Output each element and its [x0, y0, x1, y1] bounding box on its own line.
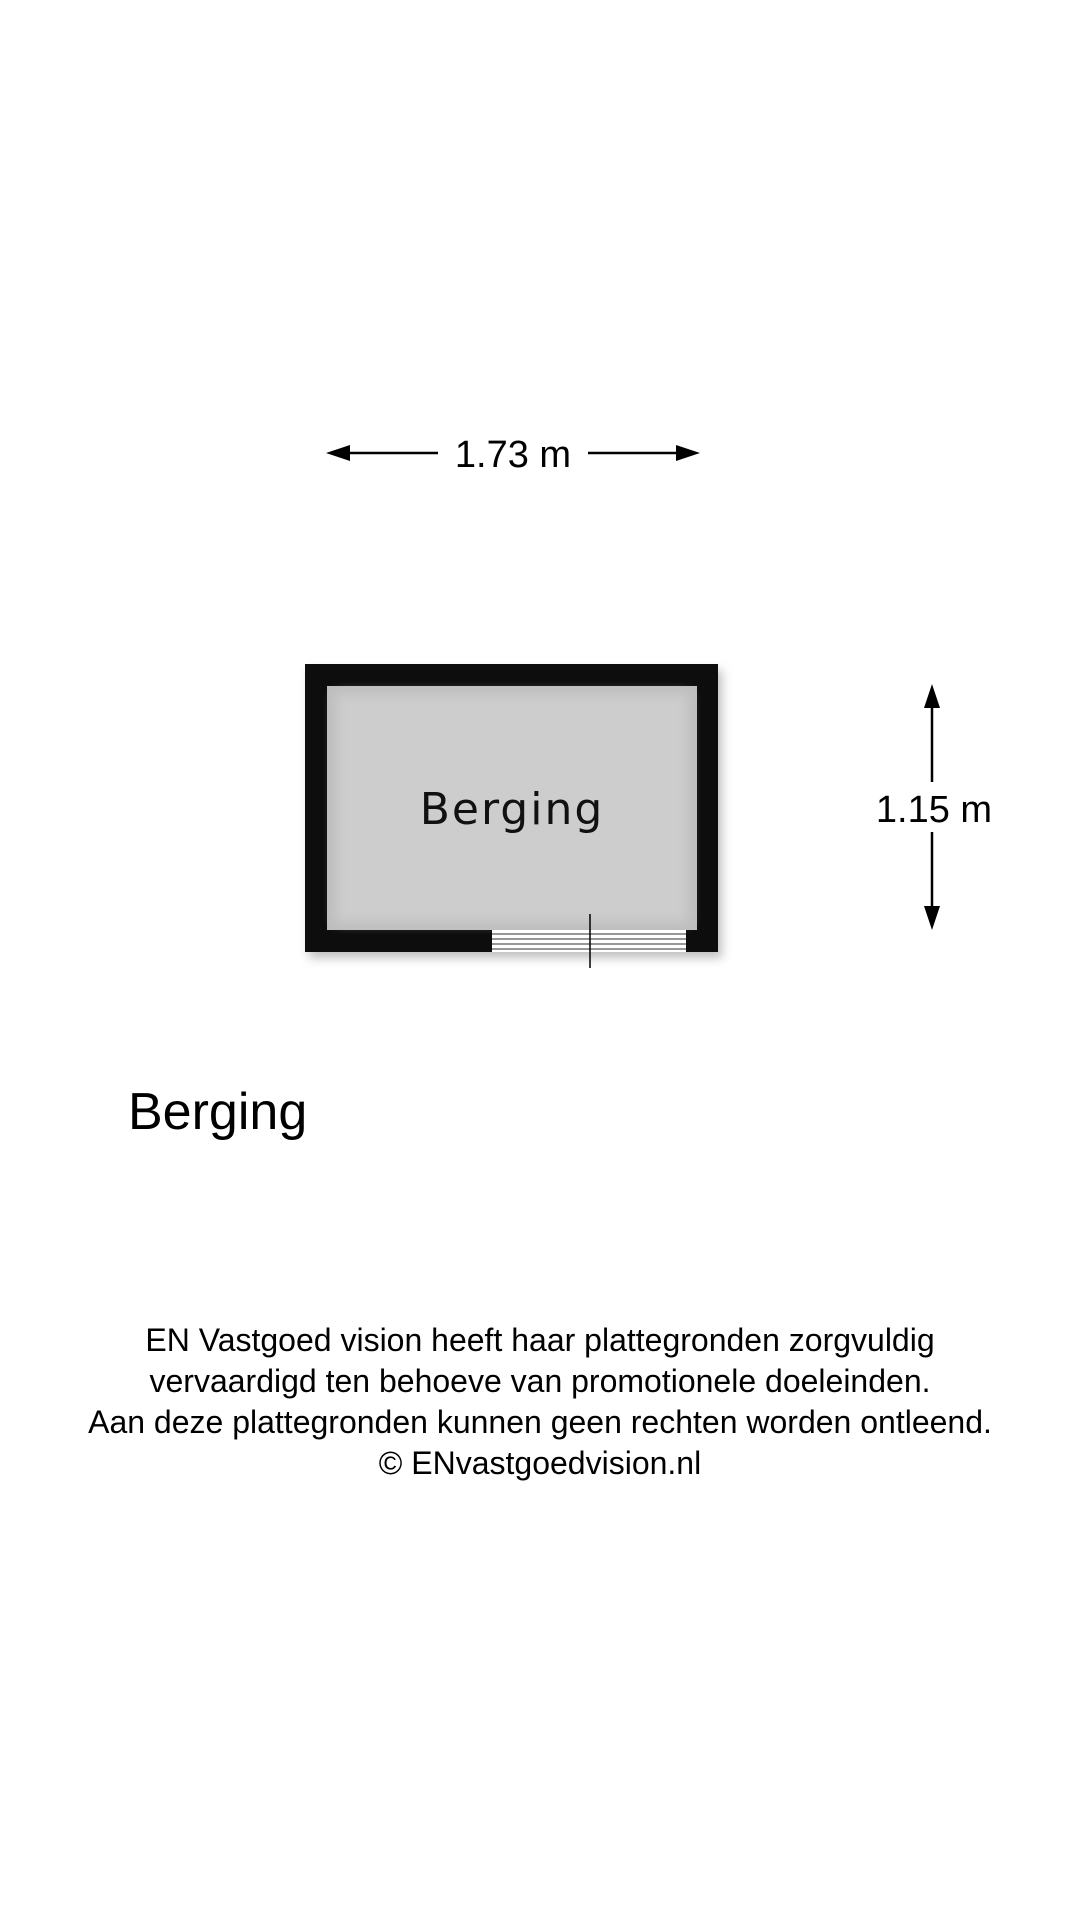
height-label: 1.15 m: [875, 789, 993, 831]
floor-title: Berging: [128, 1083, 308, 1141]
height-arrowhead-bottom: [924, 906, 940, 930]
copyright-line: © ENvastgoedvision.nl: [378, 1445, 702, 1481]
disclaimer-line: vervaardigd ten behoeve van promotionele doeleinden.: [149, 1363, 931, 1399]
room-berging: [305, 664, 718, 968]
height-arrowhead-top: [924, 684, 940, 708]
room-label: Berging: [419, 784, 605, 835]
width-arrowhead-left: [326, 445, 350, 461]
width-label: 1.73 m: [454, 434, 572, 476]
disclaimer: [0, 1320, 1080, 1484]
width-arrowhead-right: [676, 445, 700, 461]
disclaimer-line: Aan deze plattegronden kunnen geen rechten worden ontleend.: [88, 1404, 992, 1440]
disclaimer-line: EN Vastgoed vision heeft haar plattegronden zorgvuldig: [145, 1322, 935, 1358]
width-dimension: [326, 434, 700, 476]
height-dimension: [876, 684, 992, 930]
